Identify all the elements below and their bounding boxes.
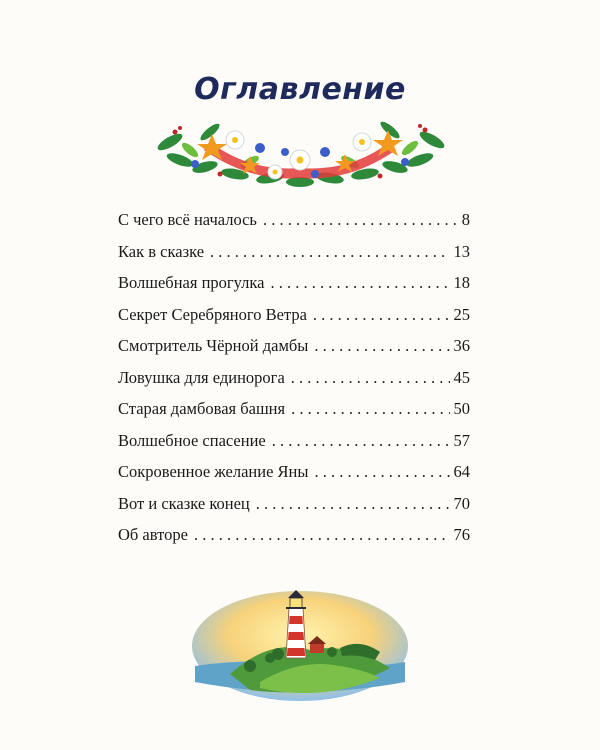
page-title: Оглавление bbox=[194, 72, 406, 107]
toc-entry-title: Секрет Серебряного Ветра bbox=[118, 304, 307, 324]
toc-dot-leader bbox=[271, 273, 450, 293]
toc-entry-page: 36 bbox=[453, 336, 470, 355]
toc-dot-leader bbox=[272, 431, 450, 451]
toc-entry[interactable] bbox=[118, 462, 470, 494]
toc-entry[interactable] bbox=[118, 494, 470, 526]
toc-entry[interactable] bbox=[118, 242, 470, 274]
table-of-contents bbox=[118, 210, 470, 557]
toc-entry[interactable] bbox=[118, 368, 470, 400]
toc-entry[interactable] bbox=[118, 305, 470, 337]
toc-dot-leader bbox=[313, 305, 450, 325]
toc-entry-title: Смотритель Чёрной дамбы bbox=[118, 336, 309, 355]
toc-dot-leader bbox=[291, 368, 450, 388]
toc-entry[interactable] bbox=[118, 273, 470, 305]
toc-entry-title: Старая дамбовая башня bbox=[118, 399, 286, 418]
flower-garland-illustration bbox=[150, 112, 450, 192]
toc-entry-page: 18 bbox=[453, 273, 470, 292]
toc-entry-page: 25 bbox=[453, 304, 470, 324]
toc-entry-title: Волшебная прогулка bbox=[118, 273, 265, 292]
toc-dot-leader bbox=[210, 242, 449, 262]
toc-entry[interactable] bbox=[118, 210, 470, 242]
lighthouse-illustration bbox=[190, 578, 410, 703]
toc-entry-title: Сокровенное желание Яны bbox=[118, 462, 309, 481]
toc-entry-title: Ловушка для единорога bbox=[118, 367, 285, 387]
toc-entry-title: Волшебное спасение bbox=[118, 430, 266, 450]
toc-entry-page: 50 bbox=[453, 399, 470, 418]
toc-dot-leader bbox=[314, 336, 449, 356]
toc-entry-page: 13 bbox=[453, 241, 470, 261]
toc-dot-leader bbox=[256, 494, 450, 514]
toc-entry-title: Как в сказке bbox=[118, 241, 205, 261]
toc-entry-page: 76 bbox=[453, 525, 470, 544]
toc-entry-page: 70 bbox=[453, 493, 470, 513]
toc-entry[interactable] bbox=[118, 399, 470, 431]
toc-entry-page: 8 bbox=[461, 210, 470, 229]
toc-dot-leader bbox=[263, 210, 458, 230]
toc-entry-title: Об авторе bbox=[118, 525, 188, 544]
toc-entry-page: 64 bbox=[453, 462, 470, 481]
toc-dot-leader bbox=[291, 399, 449, 419]
toc-dot-leader bbox=[314, 462, 449, 482]
toc-entry-page: 57 bbox=[453, 430, 470, 450]
toc-dot-leader bbox=[194, 525, 450, 545]
toc-entry-title: Вот и сказке конец bbox=[118, 493, 250, 513]
toc-entry[interactable] bbox=[118, 336, 470, 368]
toc-entry-title: С чего всё началось bbox=[118, 210, 257, 229]
toc-entry[interactable] bbox=[118, 431, 470, 463]
toc-entry-page: 45 bbox=[453, 367, 470, 387]
toc-entry[interactable] bbox=[118, 525, 470, 557]
